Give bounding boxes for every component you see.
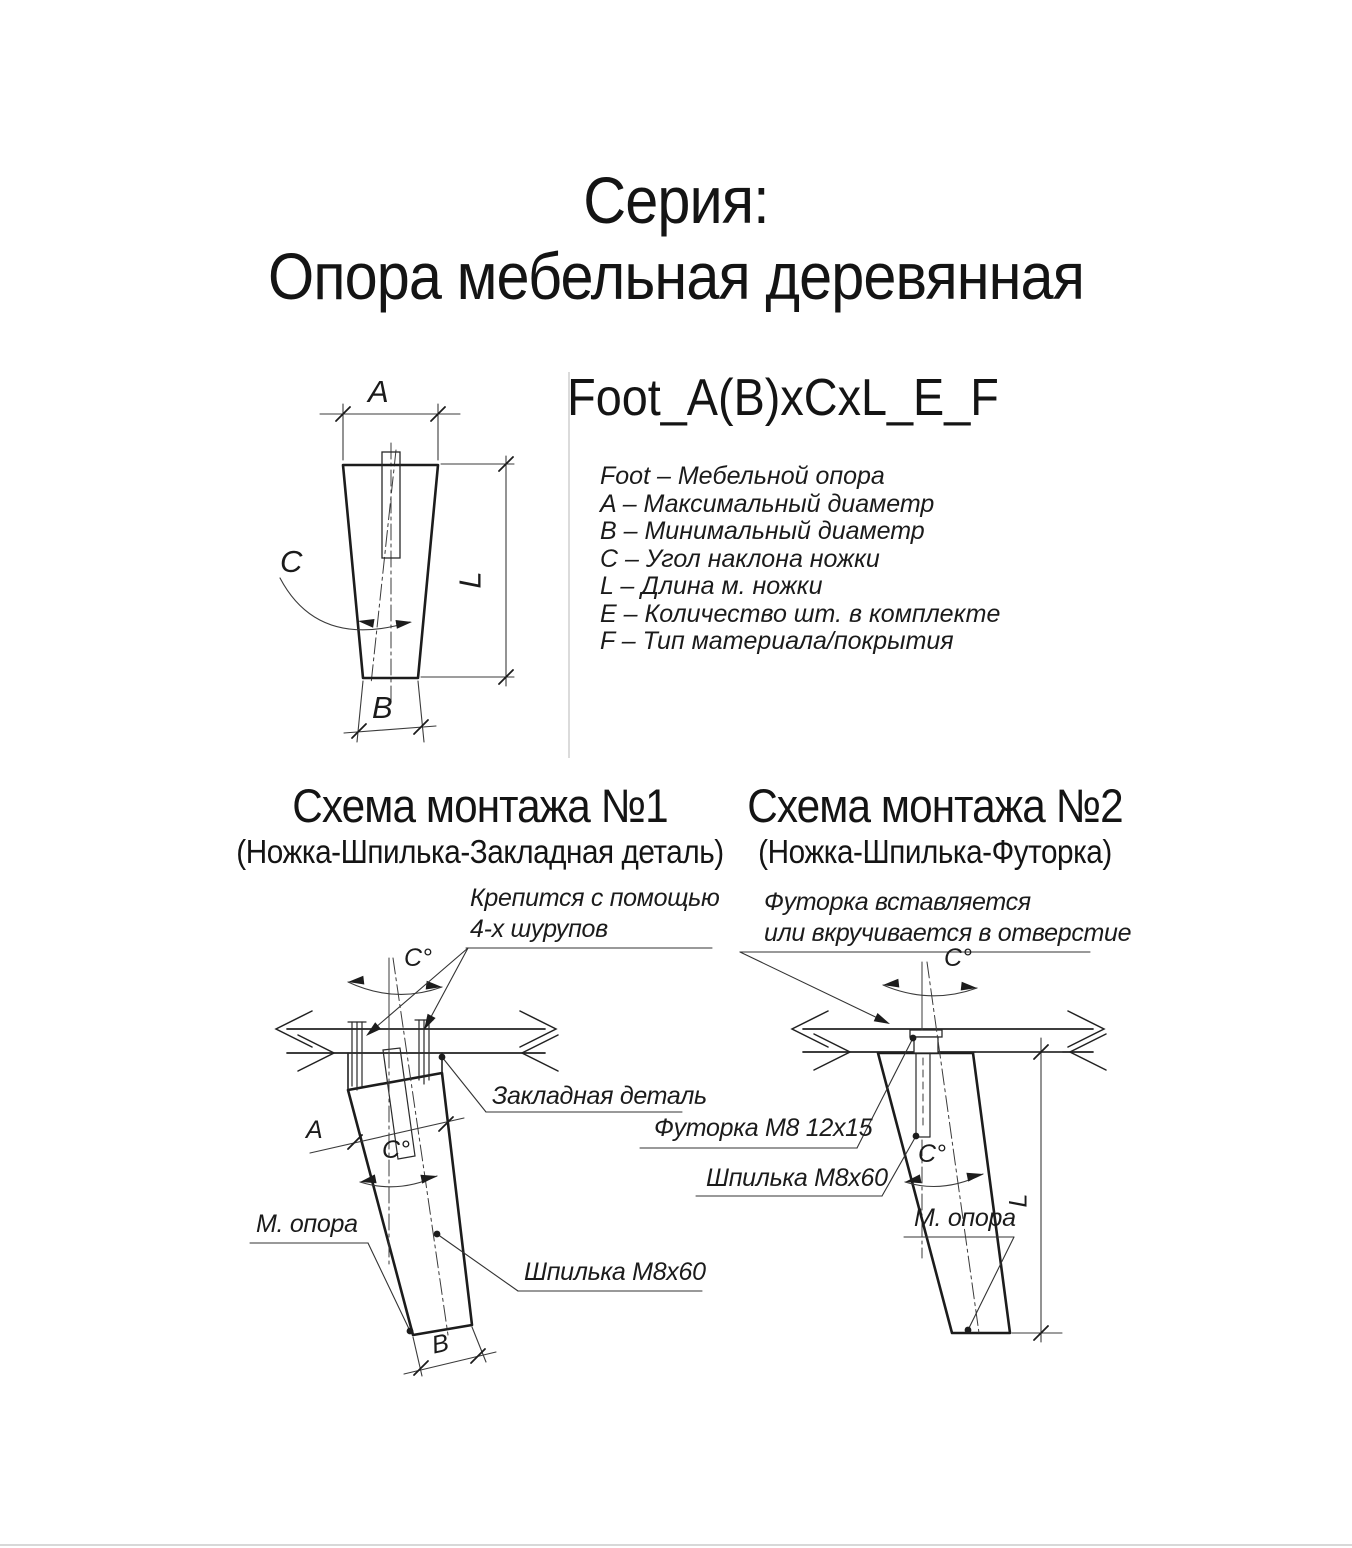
scheme2-label-insert: Футорка М8 12х15 bbox=[654, 1114, 873, 1142]
dim-label-b: B bbox=[372, 690, 393, 725]
dim-label-l: L bbox=[452, 571, 488, 589]
scheme1-angle-mid: C° bbox=[382, 1136, 411, 1164]
scheme1-label-support: М. опора bbox=[256, 1210, 358, 1238]
scheme2-drawing bbox=[640, 952, 1106, 1342]
scheme1-label-plate: Закладная деталь bbox=[492, 1082, 707, 1110]
part-code: Foot_A(B)xCxL_E_F bbox=[567, 369, 999, 427]
scheme2-note-line2: или вкручивается в отверстие bbox=[764, 919, 1132, 947]
legend-item-a: A – Максимальный диаметр bbox=[600, 489, 935, 518]
scheme1-dim-a: A bbox=[306, 1116, 323, 1144]
scheme2-angle-mid: C° bbox=[918, 1140, 947, 1168]
scheme2-title: Схема монтажа №2 bbox=[747, 779, 1123, 832]
dim-label-a: A bbox=[368, 374, 389, 409]
scheme2-note-line1: Футорка вставляется bbox=[764, 888, 1031, 916]
scheme2-subtitle: (Ножка-Шпилька-Футорка) bbox=[758, 833, 1112, 870]
scheme2-label-support: М. опора bbox=[914, 1204, 1016, 1232]
legend bbox=[600, 462, 1000, 655]
scheme1-title: Схема монтажа №1 bbox=[292, 779, 668, 832]
scheme1-label-stud: Шпилька М8х60 bbox=[524, 1258, 706, 1286]
legend-item-f: F – Тип материала/покрытия bbox=[600, 627, 954, 655]
scheme1-angle-top: C° bbox=[404, 944, 433, 972]
dim-label-c: C bbox=[280, 544, 303, 579]
scheme2-angle-top: C° bbox=[944, 944, 973, 972]
scheme2-label-stud: Шпилька М8х60 bbox=[706, 1164, 888, 1192]
scheme1-subtitle: (Ножка-Шпилька-Закладная деталь) bbox=[236, 833, 724, 870]
scheme2-dim-l: L bbox=[1004, 1193, 1033, 1208]
scheme1-drawing bbox=[250, 948, 712, 1376]
legend-item-b: B – Минимальный диаметр bbox=[600, 517, 925, 545]
legend-item-c: C – Угол наклона ножки bbox=[600, 544, 880, 573]
legend-item-foot: Foot – Мебельной опора bbox=[600, 462, 885, 490]
scheme1-dim-b: B bbox=[429, 1328, 452, 1360]
page-title-line2: Опора мебельная деревянная bbox=[268, 239, 1084, 313]
legend-item-l: L – Длина м. ножки bbox=[600, 572, 823, 600]
scheme1-note-line1: Крепится с помощью bbox=[470, 884, 720, 912]
legend-item-e: E – Количество шт. в комплекте bbox=[600, 599, 1001, 628]
page-title-line1: Серия: bbox=[583, 163, 769, 237]
scheme1-note-line2: 4-х шурупов bbox=[470, 915, 608, 943]
